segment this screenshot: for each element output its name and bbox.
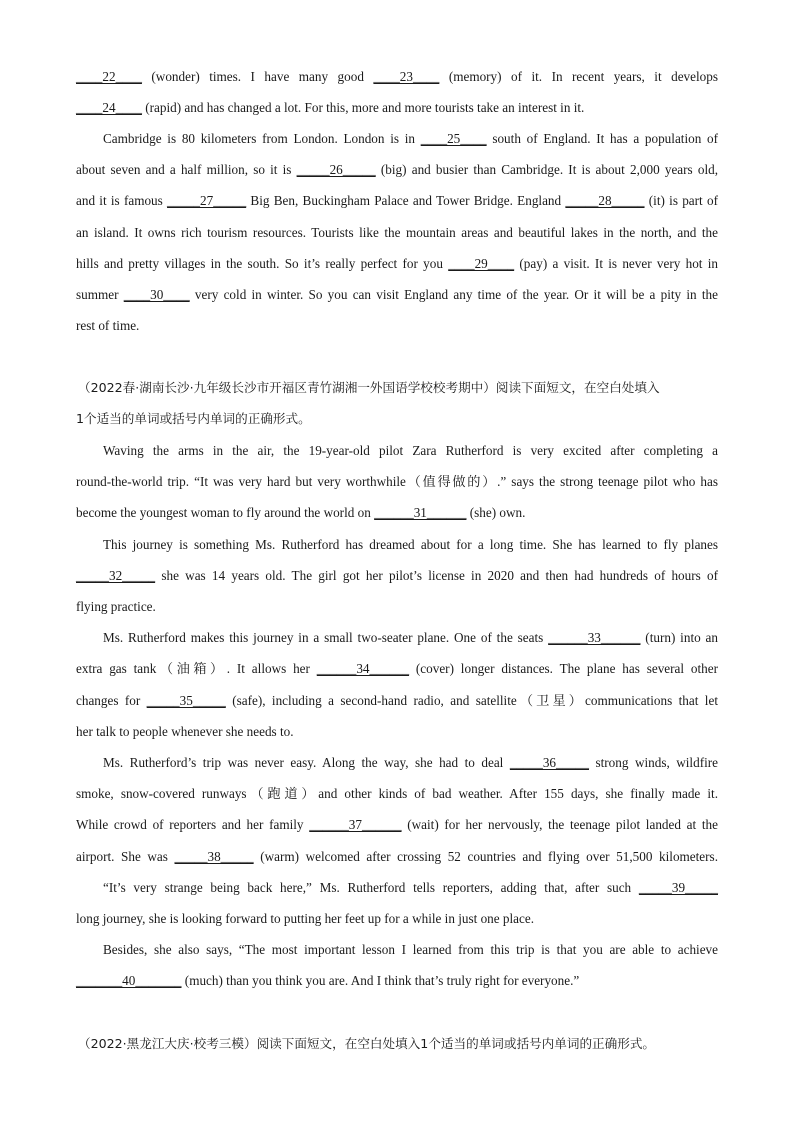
passage2-line-6: flying practice. bbox=[76, 599, 156, 614]
passage2-line-15: “It’s very strange being back here,” Ms. Rutherford tells reporters, adding that, after such _____39_____ bbox=[103, 880, 718, 895]
passage1-line-4: about seven and a half million, so it is _____26_____ (big) and busier than Cambridge. It is about 2,000 years old, bbox=[76, 162, 718, 177]
passage2-line-4: This journey is something Ms. Rutherford has dreamed about for a long time. She has learned to fly planes bbox=[103, 537, 718, 552]
blank-36[interactable]: _____36_____ bbox=[509, 755, 589, 770]
passage1-line-6: an island. It owns rich tourism resources. Tourists like the mountain areas and beautiful lakes in the north, and the bbox=[76, 225, 718, 240]
blank-28[interactable]: _____28_____ bbox=[565, 193, 645, 208]
passage2-line-10: her talk to people whenever she needs to. bbox=[76, 724, 294, 739]
passage2-line-8: extra gas tank（油箱）. It allows her ______34______ (cover) longer distances. The plane has several other bbox=[76, 661, 718, 676]
section-heading-2: （2022·黑龙江大庆·校考三模）阅读下面短文，在空白处填入1个适当的单词或括号内单词的正确形式。 bbox=[78, 1036, 656, 1051]
blank-39[interactable]: _____39_____ bbox=[638, 880, 718, 895]
passage2-line-14: airport. She was _____38_____ (warm) welcomed after crossing 52 countries and flying over 51,500 kilometers. bbox=[76, 849, 718, 864]
blank-32[interactable]: _____32_____ bbox=[76, 568, 156, 583]
section-heading-1: （2022春·湖南长沙·九年级长沙市开福区青竹湖湘一外国语学校校考期中）阅读下面短文，在空白处填入 bbox=[78, 380, 660, 395]
blank-27[interactable]: _____27_____ bbox=[167, 193, 247, 208]
blank-30[interactable]: ____30____ bbox=[123, 287, 190, 302]
blank-22[interactable]: ____22____ bbox=[76, 69, 142, 84]
passage1-line-2: ____24____ (rapid) and has changed a lot. For this, more and more tourists take an interest in it. bbox=[76, 100, 585, 115]
passage1-line-3: Cambridge is 80 kilometers from London. London is in ____25____ south of England. It has a population of bbox=[103, 131, 719, 146]
passage2-line-1: Waving the arms in the air, the 19-year-old pilot Zara Rutherford is very excited after completing a bbox=[103, 443, 718, 458]
passage2-line-3: become the youngest woman to fly around the world on ______31______ (she) own. bbox=[76, 505, 526, 520]
blank-33[interactable]: ______33______ bbox=[548, 630, 641, 645]
blank-24[interactable]: ____24____ bbox=[76, 100, 142, 115]
blank-34[interactable]: ______34______ bbox=[316, 661, 410, 676]
passage2-line-2: round-the-world trip. “It was very hard but very worthwhile（值得做的）.” says the strong teenage pilot who has bbox=[76, 474, 718, 489]
passage2-line-11: Ms. Rutherford’s trip was never easy. Along the way, she had to deal _____36_____ strong winds, wildfire bbox=[103, 755, 718, 770]
blank-23[interactable]: ____23____ bbox=[373, 69, 440, 84]
passage2-line-17: Besides, she also says, “The most important lesson I learned from this trip is that you are able to achieve bbox=[103, 942, 718, 957]
blank-26[interactable]: _____26_____ bbox=[296, 162, 376, 177]
passage2-line-16: long journey, she is looking forward to putting her feet up for a while in just one place. bbox=[76, 911, 535, 926]
blank-38[interactable]: _____38_____ bbox=[174, 849, 254, 864]
blank-37[interactable]: ______37______ bbox=[309, 817, 402, 832]
blank-29[interactable]: ____29____ bbox=[448, 256, 515, 271]
passage2-line-12: smoke, snow-covered runways（跑道）and other kinds of bad weather. After 155 days, she finally made it. bbox=[76, 786, 718, 801]
passage1-line-9: rest of time. bbox=[76, 318, 140, 333]
blank-35[interactable]: _____35_____ bbox=[146, 693, 226, 708]
passage2-line-18: _______40_______ (much) than you think you are. And I think that’s truly right for everyone.” bbox=[76, 973, 580, 988]
passage2-line-5: _____32_____ she was 14 years old. The girl got her pilot’s license in 2020 and then had hundreds of hours of bbox=[76, 568, 718, 583]
passage2-line-7: Ms. Rutherford makes this journey in a small two-seater plane. One of the seats ______33______ (turn) into an bbox=[103, 630, 718, 645]
passage2-line-9: changes for _____35_____ (safe), including a second-hand radio, and satellite（卫星）communications that let bbox=[76, 693, 718, 708]
passage1-line-1: ____22____ (wonder) times. I have many good ____23____ (memory) of it. In recent years, it develops bbox=[76, 69, 718, 84]
passage2-line-13: While crowd of reporters and her family ______37______ (wait) for her nervously, the teenage pilot landed at the bbox=[76, 817, 718, 832]
section-heading-1-cont: 1个适当的单词或括号内单词的正确形式。 bbox=[76, 411, 311, 426]
passage1-line-5: and it is famous _____27_____ Big Ben, Buckingham Palace and Tower Bridge. England _____28_____ (it) is part of bbox=[76, 193, 718, 208]
blank-40[interactable]: _______40_______ bbox=[76, 973, 182, 988]
blank-25[interactable]: ____25____ bbox=[420, 131, 487, 146]
passage1-line-8: summer ____30____ very cold in winter. So you can visit England any time of the year. Or it will be a pity in the bbox=[76, 287, 718, 302]
blank-31[interactable]: ______31______ bbox=[374, 505, 467, 520]
passage1-line-7: hills and pretty villages in the south. So it’s really perfect for you ____29____ (pay) a visit. It is never very hot in bbox=[76, 256, 718, 271]
